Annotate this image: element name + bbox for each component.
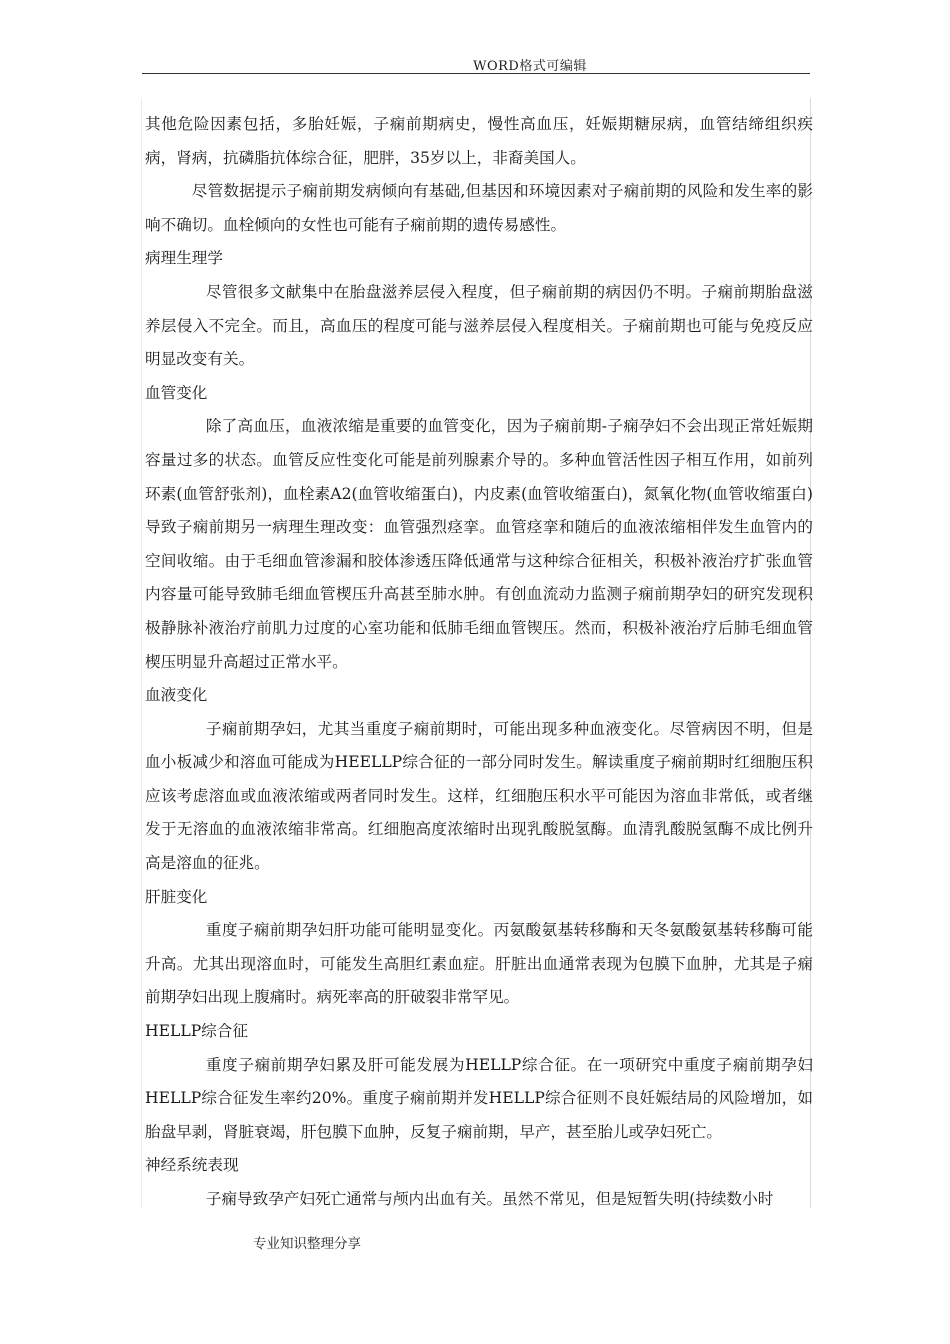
paragraph: 除了高血压，血液浓缩是重要的血管变化，因为子痫前期-子痫孕妇不会出现正常妊娠期容量过多的状态。血管反应性变化可能是前列腺素介导的。多种血管活性因子相互作用，如前列环素(血管舒张剂)，血栓素A2(血管收缩蛋白)，内皮素(血管收缩蛋白)，氮氧化物(血管收缩蛋白)导致子痫前期另一病理生理改变：血管强烈痉挛。血管痉挛和随后的血液浓缩相伴发生血管内的空间收缩。由于毛细血管渗漏和胶体渗透压降低通常与这种综合征相关，积极补液治疗扩张血管内容量可能导致肺毛细血管楔压升高甚至肺水肿。有创血流动力监测子痫前期孕妇的研究发现积极静脉补液治疗前肌力过度的心室功能和低肺毛细血管锲压。然而，积极补液治疗后肺毛细血管楔压明显升高超过正常水平。 — [145, 417, 813, 671]
page-header: WORD格式可编辑 — [473, 59, 587, 74]
document-body — [145, 108, 813, 1217]
page-footer: 专业知识整理分享 — [253, 1236, 361, 1252]
section-heading: 血液变化 — [145, 686, 208, 705]
paragraph: 子痫前期孕妇，尤其当重度子痫前期时，可能出现多种血液变化。尽管病因不明，但是血小板减少和溶血可能成为HEELLP综合征的一部分同时发生。解读重度子痫前期时红细胞压积应该考虑溶血或血液浓缩或两者同时发生。这样，红细胞压积水平可能因为溶血非常低，或者继发于无溶血的血液浓缩非常高。红细胞高度浓缩时出现乳酸脱氢酶。血清乳酸脱氢酶不成比例升高是溶血的征兆。 — [145, 719, 813, 873]
section-heading: 肝脏变化 — [145, 887, 208, 906]
section-heading: 血管变化 — [145, 383, 208, 402]
paragraph: 尽管数据提示子痫前期发病倾向有基础,但基因和环境因素对子痫前期的风险和发生率的影响不确切。血栓倾向的女性也可能有子痫前期的遗传易感性。 — [145, 182, 813, 234]
section-heading: 病理生理学 — [145, 249, 223, 268]
paragraph: 其他危险因素包括，多胎妊娠，子痫前期病史，慢性高血压，妊娠期糖尿病，血管结缔组织疾病，肾病，抗磷脂抗体综合征，肥胖，35岁以上，非裔美国人。 — [145, 115, 813, 167]
header-divider — [142, 73, 810, 74]
paragraph: 重度子痫前期孕妇累及肝可能发展为HELLP综合征。在一项研究中重度子痫前期孕妇HELLP综合征发生率约20%。重度子痫前期并发HELLP综合征则不良妊娠结局的风险增加，如胎盘早剥，肾脏衰竭，肝包膜下血肿，反复子痫前期，早产，甚至胎儿或孕妇死亡。 — [145, 1055, 813, 1141]
paragraph: 重度子痫前期孕妇肝功能可能明显变化。丙氨酸氨基转移酶和天冬氨酸氨基转移酶可能升高。尤其出现溶血时，可能发生高胆红素血症。肝脏出血通常表现为包膜下血肿，尤其是子痫前期孕妇出现上腹痛时。病死率高的肝破裂非常罕见。 — [145, 921, 813, 1007]
section-heading: 神经系统表现 — [145, 1156, 239, 1175]
paragraph: 尽管很多文献集中在胎盘滋养层侵入程度，但子痫前期的病因仍不明。子痫前期胎盘滋养层侵入不完全。而且，高血压的程度可能与滋养层侵入程度相关。子痫前期也可能与免疫反应明显改变有关。 — [145, 282, 813, 369]
paragraph: 子痫导致孕产妇死亡通常与颅内出血有关。虽然不常见，但是短暂失明(持续数小时 — [205, 1190, 774, 1208]
section-heading: HELLP综合征 — [145, 1022, 248, 1041]
